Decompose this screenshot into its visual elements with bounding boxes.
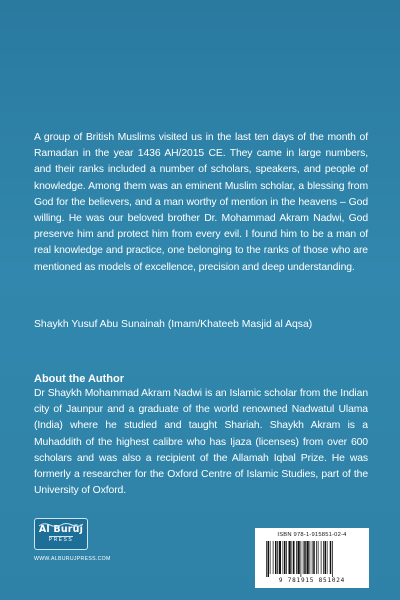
barcode-bar [313, 541, 315, 574]
barcode-bar [327, 541, 328, 574]
barcode-bar [298, 541, 300, 574]
isbn-block [255, 528, 369, 588]
barcode-bar [275, 541, 277, 574]
publisher-logo-name: Al Burūj [38, 524, 84, 535]
barcode-bar [268, 541, 270, 577]
barcode-bar [270, 541, 271, 574]
publisher-logo-sub: PRESS [48, 537, 74, 543]
barcode-bar [283, 541, 284, 574]
barcode-bar [330, 541, 332, 574]
publisher-website[interactable]: WWW.ALBURUJPRESS.COM [34, 556, 111, 562]
barcode-bar [277, 541, 278, 574]
barcode-bar [289, 541, 291, 574]
barcode-bar [321, 541, 322, 574]
wave-icon [39, 522, 83, 528]
barcode-bar [301, 541, 302, 577]
barcode-bar [316, 541, 317, 574]
publisher-logo [34, 518, 88, 550]
barcode-bar [332, 541, 333, 577]
barcode-bar [303, 541, 304, 574]
barcode-bar [279, 541, 281, 574]
isbn-label: ISBN 978-1-915851-02-4 [277, 532, 347, 538]
barcode-bar [312, 541, 313, 574]
endorsement-attribution: Shaykh Yusuf Abu Sunainah (Imam/Khateeb Masjid al Aqsa) [34, 319, 313, 330]
barcode-bar [284, 541, 286, 574]
barcode-bar [325, 541, 327, 574]
barcode-bar [318, 541, 319, 574]
endorsement-quote: A group of British Muslims visited us in the last ten days of the month of Ramadan in the year 1436 AH/2015 CE. They came in large numbers, and their ranks included a number of scholars, speakers, and people of knowledge. Among them was an eminent Muslim scholar, a blessing from God for the believers, and a man worthy of mention in the heavens – God willing. He was our beloved brother Dr. Mohammad Akram Nadwi, God preserve him and protect him from every evil. I found him to be a man of real knowledge and practice, one belonging to the ranks of those who are mentioned as models of excellence, precision and deep understanding. [34, 132, 368, 273]
barcode-bar [266, 541, 267, 577]
barcode-bar [304, 541, 306, 574]
barcode [262, 541, 362, 577]
barcode-bar [286, 541, 287, 574]
barcode-bar [310, 541, 311, 574]
about-author-heading: About the Author [34, 373, 125, 385]
barcode-bar [323, 541, 324, 574]
barcode-bar [273, 541, 274, 574]
barcode-bar [296, 541, 297, 574]
about-author-text: Dr Shaykh Mohammad Akram Nadwi is an Islamic scholar from the Indian city of Jaunpur and a graduate of the world renowned Nadwatul Ulama (India) where he studied and taught Shariah. Shaykh Akram is a Muhaddith of the highest calibre who has Ijaza (licenses) from over 600 scholars and was also a recipient of the Allamah Iqbal Prize. He was formerly a researcher for the Oxford Centre of Islamic Studies, part of the University of Oxford. [34, 388, 368, 497]
barcode-bar [293, 541, 295, 574]
barcode-digits: 9 781915 851024 [278, 577, 346, 584]
barcode-bar [292, 541, 293, 574]
barcode-bar [307, 541, 309, 574]
